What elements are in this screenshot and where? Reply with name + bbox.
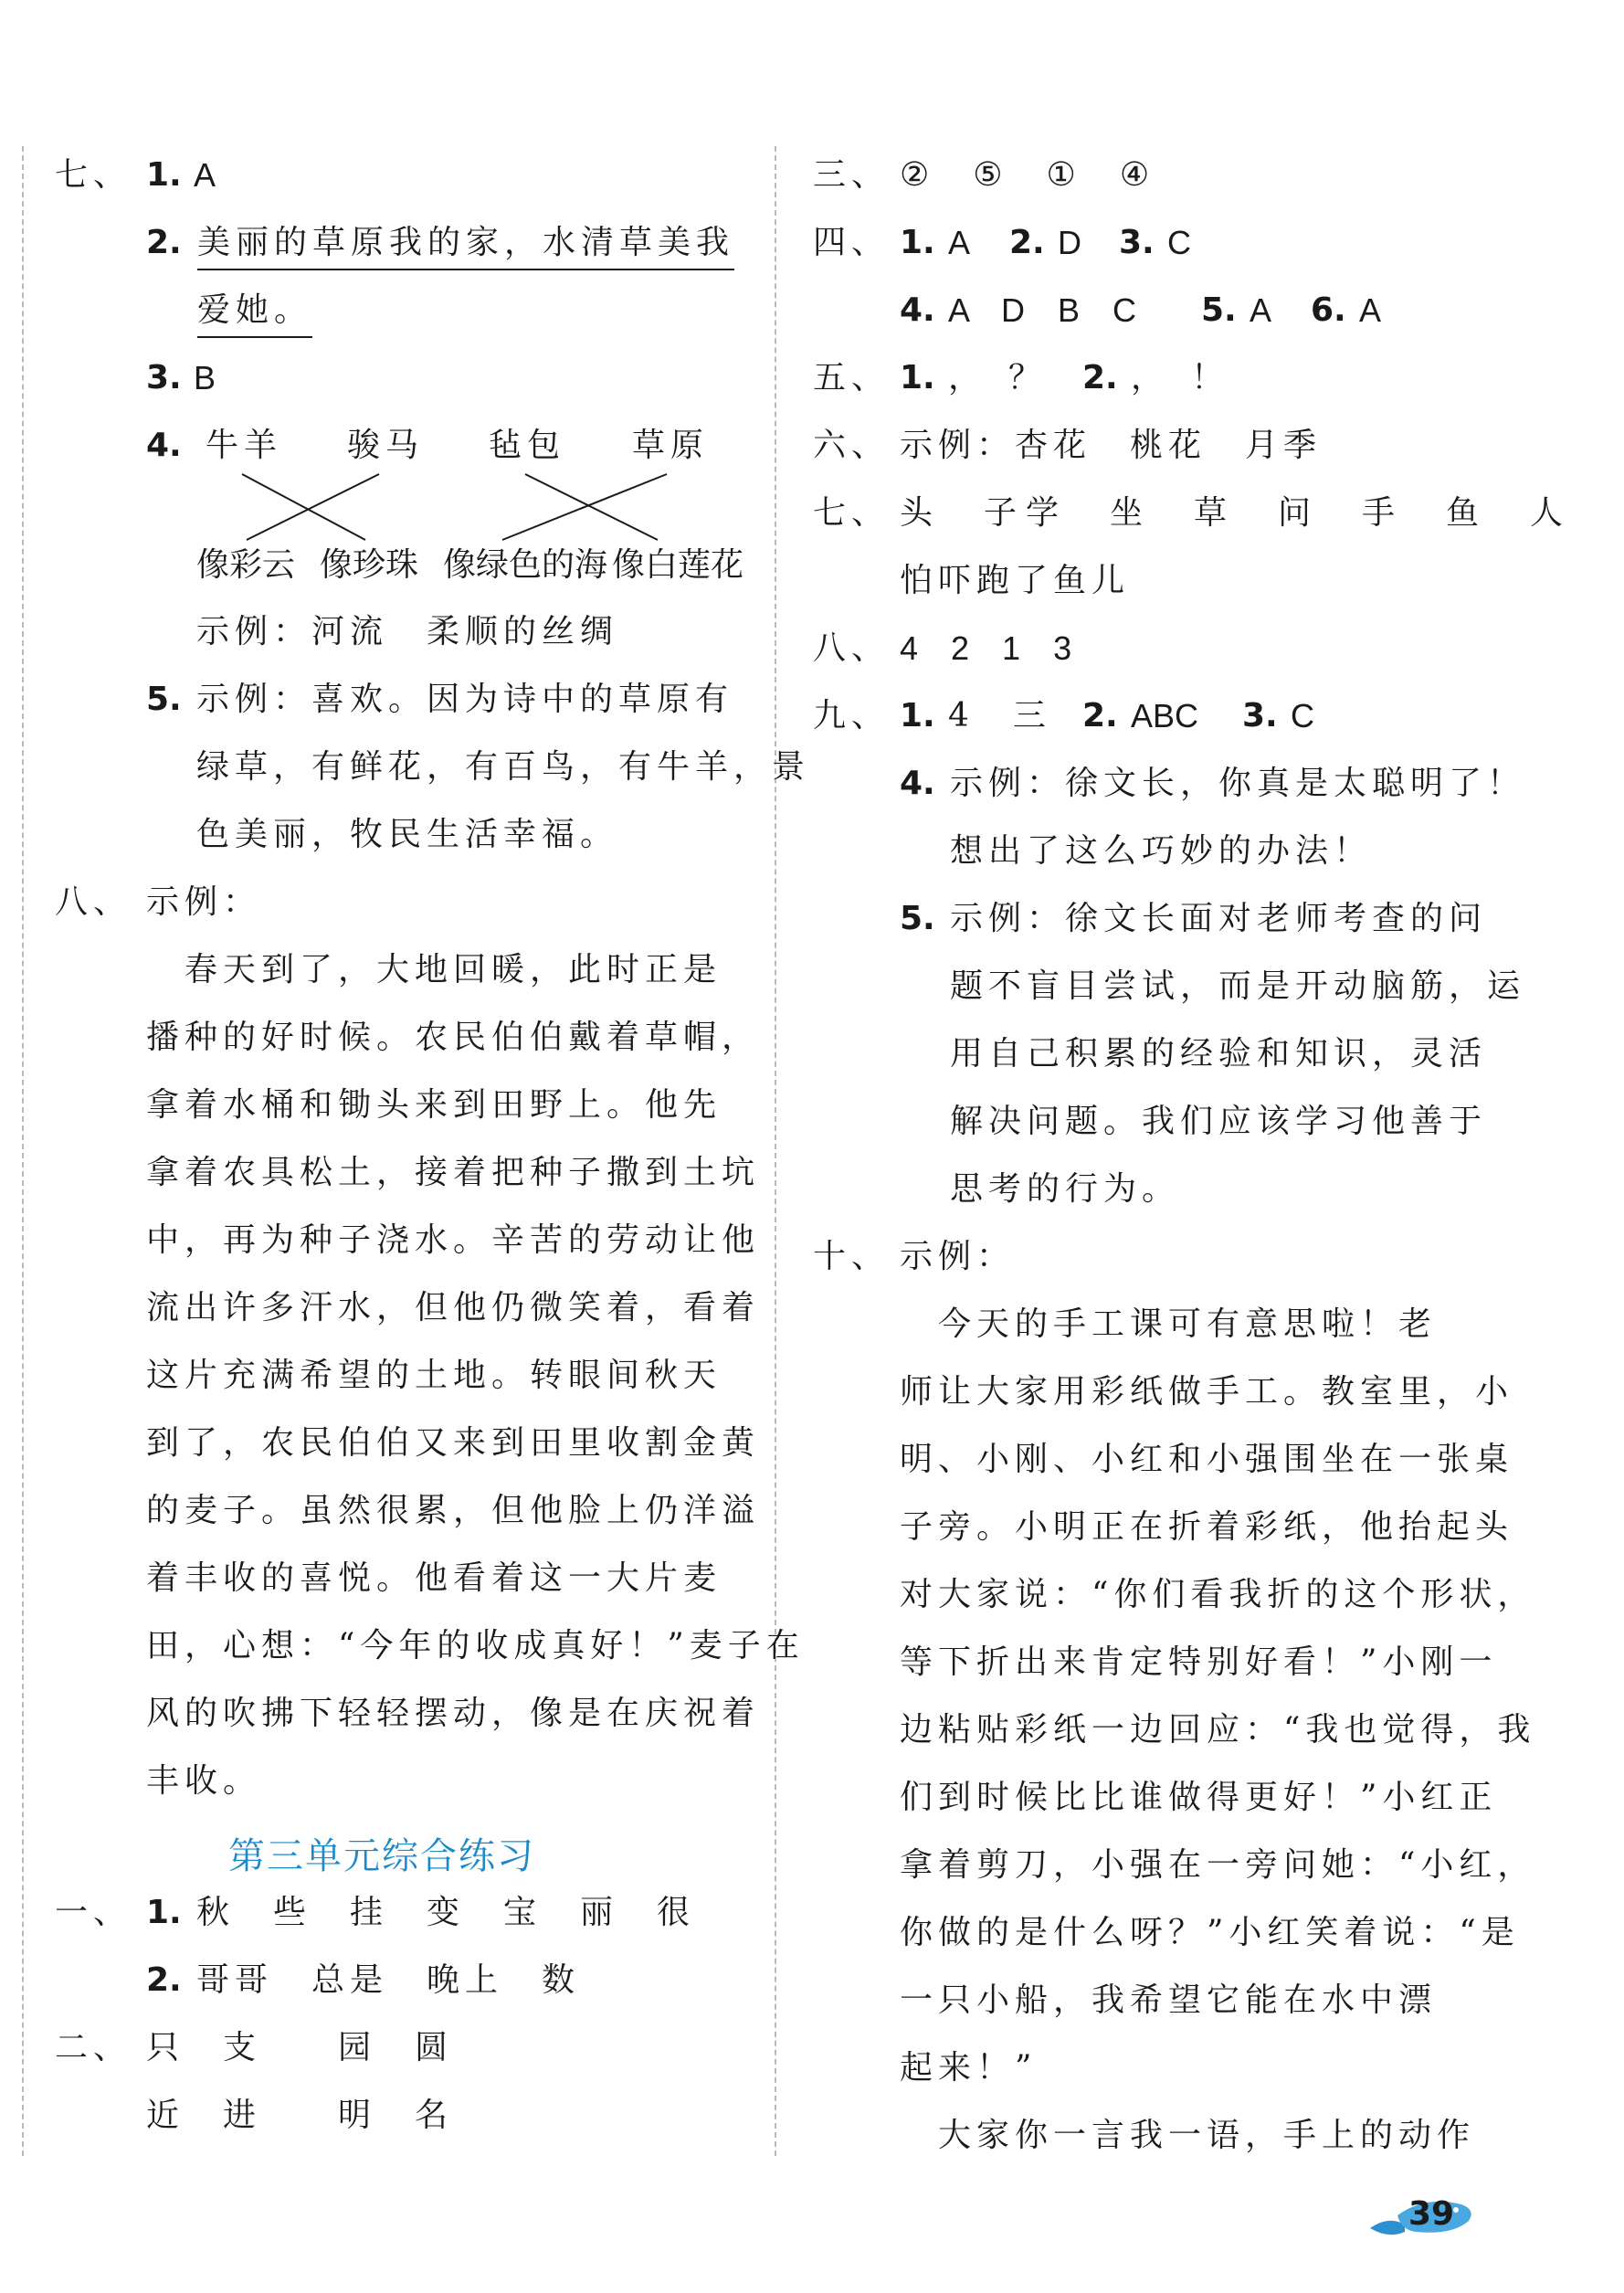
matching-lines <box>55 470 749 544</box>
r-section-8-mark: 八、 <box>813 629 891 667</box>
match-top-1: 牛羊 <box>206 427 283 464</box>
q7-5-line1: 示例：喜欢。因为诗中的草原有 <box>196 681 734 718</box>
unit-title: 第三单元综合练习 <box>228 1835 535 1877</box>
r9-4-line2: 想出了这么巧妙的办法！ <box>950 832 1373 870</box>
essay-line: 田，心想：“今年的收成真好！”麦子在 <box>146 1627 805 1664</box>
match-bottom-3: 像绿色的海 <box>443 546 608 584</box>
r4-5-answer: A <box>1250 291 1272 329</box>
page-number: 39 <box>1408 2195 1455 2233</box>
match-bottom-1: 像彩云 <box>196 546 296 584</box>
r9-3-number: 3. <box>1242 697 1278 734</box>
r-section-6-mark: 六、 <box>813 427 891 464</box>
r-section-10-mark: 十、 <box>813 1238 891 1275</box>
essay-line: 等下折出来肯定特别好看！”小刚一 <box>900 1643 1498 1681</box>
r4-3-number: 3. <box>1119 224 1155 261</box>
r7-line2: 怕吓跑了鱼儿 <box>900 562 1131 599</box>
r9-4-number: 4. <box>900 765 935 802</box>
essay-line: 大家你一言我一语，手上的动作 <box>900 2117 1476 2154</box>
q7-3-answer: B <box>194 359 216 396</box>
r-section-4-mark: 四、 <box>813 224 891 261</box>
r5-1-number: 1. <box>900 359 935 396</box>
r9-5-number: 5. <box>900 900 935 937</box>
essay-line: 你做的是什么呀？”小红笑着说：“是 <box>900 1914 1520 1951</box>
r-section-7-mark: 七、 <box>813 494 891 532</box>
q7-4-number: 4. <box>146 427 182 464</box>
match-top-4: 草原 <box>632 427 710 464</box>
essay-line: 今天的手工课可有意思啦！老 <box>900 1305 1438 1343</box>
essay-line: 师让大家用彩纸做手工。教室里，小 <box>900 1373 1514 1411</box>
u2-line2: 近 进 明 名 <box>146 2097 454 2134</box>
essay-line: 春天到了，大地回暖，此时正是 <box>146 951 722 988</box>
essay-line: 一只小船，我希望它能在水中漂 <box>900 1981 1438 2019</box>
essay-line: 对大家说：“你们看我折的这个形状， <box>900 1576 1536 1613</box>
r4-1-answer: A <box>948 224 971 261</box>
r4-2-number: 2. <box>1009 224 1045 261</box>
u1-1-number: 1. <box>146 1894 182 1931</box>
q7-5-line3: 色美丽，牧民生活幸福。 <box>196 816 619 853</box>
r9-2-answer: ABC <box>1131 697 1199 734</box>
r9-4-line1: 示例：徐文长，你真是太聪明了！ <box>950 765 1526 802</box>
unit-section-1-mark: 一、 <box>55 1894 132 1931</box>
match-bottom-2: 像珍珠 <box>320 546 419 584</box>
essay-line: 的麦子。虽然很累，但他脸上仍洋溢 <box>146 1492 761 1529</box>
u1-2-answer: 哥哥 总是 晚上 数 <box>196 1961 581 1999</box>
q7-5-line2: 绿草，有鲜花，有百鸟，有牛羊，景 <box>196 748 811 786</box>
page-number-badge <box>1361 2188 1480 2243</box>
r4-2-answer: D <box>1058 224 1081 261</box>
essay-line: 子旁。小明正在折着彩纸，他抬起头 <box>900 1508 1514 1546</box>
q7-1-answer: A <box>194 156 216 194</box>
r4-4-number: 4. <box>900 291 935 329</box>
q8-label: 示例： <box>146 883 262 921</box>
u1-2-number: 2. <box>146 1961 182 1999</box>
r5-2-number: 2. <box>1082 359 1118 396</box>
r4-6-number: 6. <box>1311 291 1346 329</box>
q7-3-number: 3. <box>146 359 182 396</box>
r3-answer: ② ⑤ ① ④ <box>900 156 1155 194</box>
u1-1-answer: 秋 些 挂 变 宝 丽 很 <box>196 1894 696 1931</box>
essay-line: 拿着农具松土，接着把种子撒到土坑 <box>146 1154 761 1191</box>
r8-answer: 4 2 1 3 <box>900 629 1072 667</box>
essay-line: 中，再为种子浇水。辛苦的劳动让他 <box>146 1221 761 1259</box>
r9-5-line2: 题不盲目尝试，而是开动脑筋，运 <box>950 967 1526 1005</box>
q7-1-number: 1. <box>146 156 182 194</box>
r6-answer: 示例：杏花 桃花 月季 <box>900 427 1323 464</box>
essay-line: 这片充满希望的土地。转眼间秋天 <box>146 1357 722 1394</box>
r9-1-answer: 4 三 <box>948 697 1051 734</box>
r4-5-number: 5. <box>1201 291 1237 329</box>
essay-line: 起来！” <box>900 2049 1038 2087</box>
section-8-mark: 八、 <box>55 883 132 921</box>
u2-line1: 只 支 园 圆 <box>146 2029 454 2066</box>
left-margin-divider <box>22 146 24 2156</box>
essay-line: 边粘贴彩纸一边回应：“我也觉得，我 <box>900 1711 1536 1749</box>
r4-1-number: 1. <box>900 224 935 261</box>
essay-line: 拿着剪刀，小强在一旁问她：“小红， <box>900 1846 1536 1884</box>
r9-3-answer: C <box>1291 697 1314 734</box>
unit-section-2-mark: 二、 <box>55 2029 132 2066</box>
column-divider <box>775 146 776 2156</box>
r10-label: 示例： <box>900 1238 1016 1275</box>
r5-2-answer: ， ！ <box>1131 359 1230 396</box>
r4-4-answer: A D B C <box>948 291 1137 329</box>
essay-line: 风的吹拂下轻轻摆动，像是在庆祝着 <box>146 1695 761 1732</box>
r9-5-line5: 思考的行为。 <box>950 1170 1181 1208</box>
r7-line1: 头 子学 坐 草 问 手 鱼 人 <box>900 494 1573 532</box>
r4-6-answer: A <box>1359 291 1382 329</box>
essay-line: 明、小刚、小红和小强围坐在一张桌 <box>900 1441 1514 1478</box>
r9-2-number: 2. <box>1082 697 1118 734</box>
essay-line: 们到时候比比谁做得更好！”小红正 <box>900 1779 1498 1816</box>
match-top-2: 骏马 <box>347 427 425 464</box>
q7-2-number: 2. <box>146 224 182 261</box>
r-section-9-mark: 九、 <box>813 697 891 734</box>
r9-5-line3: 用自己积累的经验和知识，灵活 <box>950 1035 1488 1073</box>
q7-2-line1: 美丽的草原我的家，水清草美我 <box>197 221 734 270</box>
r9-5-line1: 示例：徐文长面对老师考查的问 <box>950 900 1488 937</box>
r5-1-answer: ， ？ <box>948 359 1048 396</box>
essay-line: 流出许多汗水，但他仍微笑着，看着 <box>146 1289 761 1326</box>
q7-5-number: 5. <box>146 681 182 718</box>
essay-line: 到了，农民伯伯又来到田里收割金黄 <box>146 1424 761 1462</box>
r4-3-answer: C <box>1167 224 1191 261</box>
r9-5-line4: 解决问题。我们应该学习他善于 <box>950 1103 1488 1140</box>
essay-line: 拿着水桶和锄头来到田野上。他先 <box>146 1086 722 1124</box>
q7-2-line2: 爱她。 <box>197 289 312 338</box>
match-bottom-4: 像白莲花 <box>612 546 744 584</box>
essay-line: 丰收。 <box>146 1762 262 1800</box>
r9-1-number: 1. <box>900 697 935 734</box>
r-section-5-mark: 五、 <box>813 359 891 396</box>
r-section-3-mark: 三、 <box>813 156 891 194</box>
essay-line: 播种的好时候。农民伯伯戴着草帽， <box>146 1019 761 1056</box>
q7-4-example: 示例：河流 柔顺的丝绸 <box>196 613 619 650</box>
match-top-3: 毡包 <box>489 427 566 464</box>
essay-line: 着丰收的喜悦。他看着这一大片麦 <box>146 1559 722 1597</box>
section-7-mark: 七、 <box>55 156 132 194</box>
